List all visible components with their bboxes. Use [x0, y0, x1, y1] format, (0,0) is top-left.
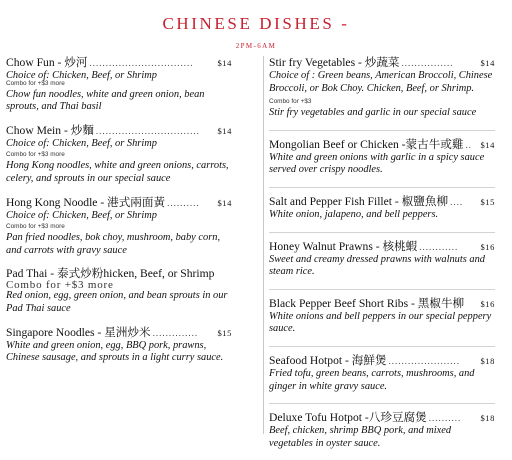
menu-item-chow-fun — [6, 56, 232, 114]
item-description: Sweet and creamy dressed prawns with walnuts and steam rice. — [269, 253, 485, 278]
item-price: $14 — [217, 125, 232, 136]
item-name: Mongolian Beef or Chicken -蒙古牛或雞 — [269, 137, 464, 151]
item-combo: Combo for +$3 more — [6, 79, 65, 87]
item-description: Pan fried noodles, bok choy, mushroom, baby corn, and carrots with gravy sauce — [6, 232, 221, 256]
left-column — [6, 56, 232, 375]
item-choice: Choice of: Chicken, Beef, or Shrimp — [6, 70, 157, 81]
divider — [269, 289, 495, 290]
item-description: White onions and bell peppers in our special peppery sauce. — [269, 310, 492, 335]
menu-item-pad-thai — [6, 267, 232, 315]
item-description: White and green onions with garlic in a spicy sauce served over crispy noodles. — [269, 151, 485, 176]
item-choice: Choice of: Chicken, Beef, or Shrimp — [6, 209, 157, 221]
item-price: $14 — [480, 58, 495, 68]
menu-item-honey-walnut-prawns — [269, 240, 495, 279]
item-description: Hong Kong noodles, white and green onions, carrots, celery, and sprouts in our special sauce — [6, 160, 229, 184]
item-combo: Combo for +$3 more — [6, 151, 65, 159]
item-name: Deluxe Tofu Hotpot -八珍豆腐煲 — [269, 411, 427, 425]
item-description: Stir fry vegetables and garlic in our special sauce — [269, 107, 477, 119]
divider — [269, 187, 495, 188]
divider — [269, 130, 495, 131]
item-description: Beef, chicken, shrimp BBQ pork, and mixed vegetables in oyster sauce. — [269, 425, 452, 449]
item-price: $14 — [480, 139, 495, 150]
item-price: $14 — [217, 197, 232, 208]
menu-item-deluxe-tofu-hotpot — [269, 411, 495, 450]
menu-item-black-pepper-beef — [269, 297, 495, 336]
menu-item-stir-fry-vegetables — [269, 56, 495, 120]
leader-dots: ................................ — [95, 125, 200, 136]
item-combo: Combo for +$3 more — [6, 223, 65, 231]
right-column — [269, 56, 495, 460]
menu-hours: 2PM-6AM — [235, 42, 277, 50]
menu-item-salt-pepper-fish — [269, 195, 495, 222]
leader-dots: ................................ — [89, 58, 194, 68]
menu-item-hong-kong-noodle — [6, 196, 232, 258]
leader-dots: .......... — [167, 197, 200, 208]
item-name: Pad Thai - 泰式炒粉hicken, Beef, or Shrimp — [6, 267, 215, 281]
item-name: Salt and Pepper Fish Fillet - 椒鹽魚柳 — [269, 194, 449, 208]
item-combo: Combo for +$3 more — [6, 279, 114, 292]
leader-dots: ................ — [401, 58, 454, 68]
item-price: $14 — [217, 58, 232, 68]
item-description: White onion, jalapeno, and bell peppers. — [269, 208, 439, 220]
item-choice: Choice of: Chicken, Beef, or Shrimp — [6, 137, 157, 149]
item-name: Chow Fun - 炒河 — [6, 56, 88, 69]
item-name: Stir fry Vegetables - 炒蔬菜 — [269, 56, 400, 69]
item-price: $18 — [480, 355, 495, 366]
menu-title: CHINESE DISHES - — [162, 14, 350, 33]
item-price: $15 — [480, 196, 495, 207]
item-choice: Choice of : Green beans, American Broccoli, Chinese Broccoli, or Bok Choy. Chicken, Beef, or Shrimp. — [269, 70, 493, 94]
leader-dots: .... — [450, 196, 464, 207]
item-price: $16 — [480, 298, 495, 309]
item-name: Chow Mein - 炒麵 — [6, 123, 94, 137]
menu-item-seafood-hotpot — [269, 354, 495, 393]
item-price: $16 — [480, 241, 495, 252]
item-combo: Combo for +$3 — [269, 98, 312, 106]
item-name: Singapore Noodles - 星洲炒米 — [6, 325, 151, 339]
item-name: Black Pepper Beef Short Ribs - 黑椒牛柳 — [269, 296, 465, 310]
leader-dots: .............. — [152, 327, 199, 338]
item-description: Chow fun noodles, white and green onion, bean sprouts, and Thai basil — [6, 88, 205, 113]
item-price: $15 — [217, 327, 232, 338]
item-price: $18 — [480, 413, 495, 424]
item-name: Seafood Hotpot - 海鮮煲 — [269, 353, 387, 367]
leader-dots: ............ — [419, 241, 459, 252]
leader-dots: .......... — [428, 413, 462, 424]
menu-item-singapore-noodles — [6, 326, 232, 365]
leader-dots: .. — [465, 139, 472, 150]
item-name: Hong Kong Noodle - 港式兩面黃 — [6, 195, 166, 209]
menu-item-mongolian — [269, 138, 495, 177]
item-description: Fried tofu, green beans, carrots, mushrooms, and ginger in white gravy sauce. — [269, 367, 475, 392]
divider — [269, 403, 495, 404]
item-name: Honey Walnut Prawns - 核桃蝦 — [269, 239, 418, 253]
leader-dots: ...................... — [388, 355, 461, 366]
divider — [269, 232, 495, 233]
divider — [269, 346, 495, 347]
item-description: Red onion, egg, green onion, and bean sprouts in our Pad Thai sauce — [6, 290, 228, 314]
menu-item-chow-mein — [6, 124, 232, 186]
item-description: White and green onion, egg, BBQ pork, prawns, Chinese sausage, and sprouts in a light curry sauce. — [6, 339, 224, 364]
